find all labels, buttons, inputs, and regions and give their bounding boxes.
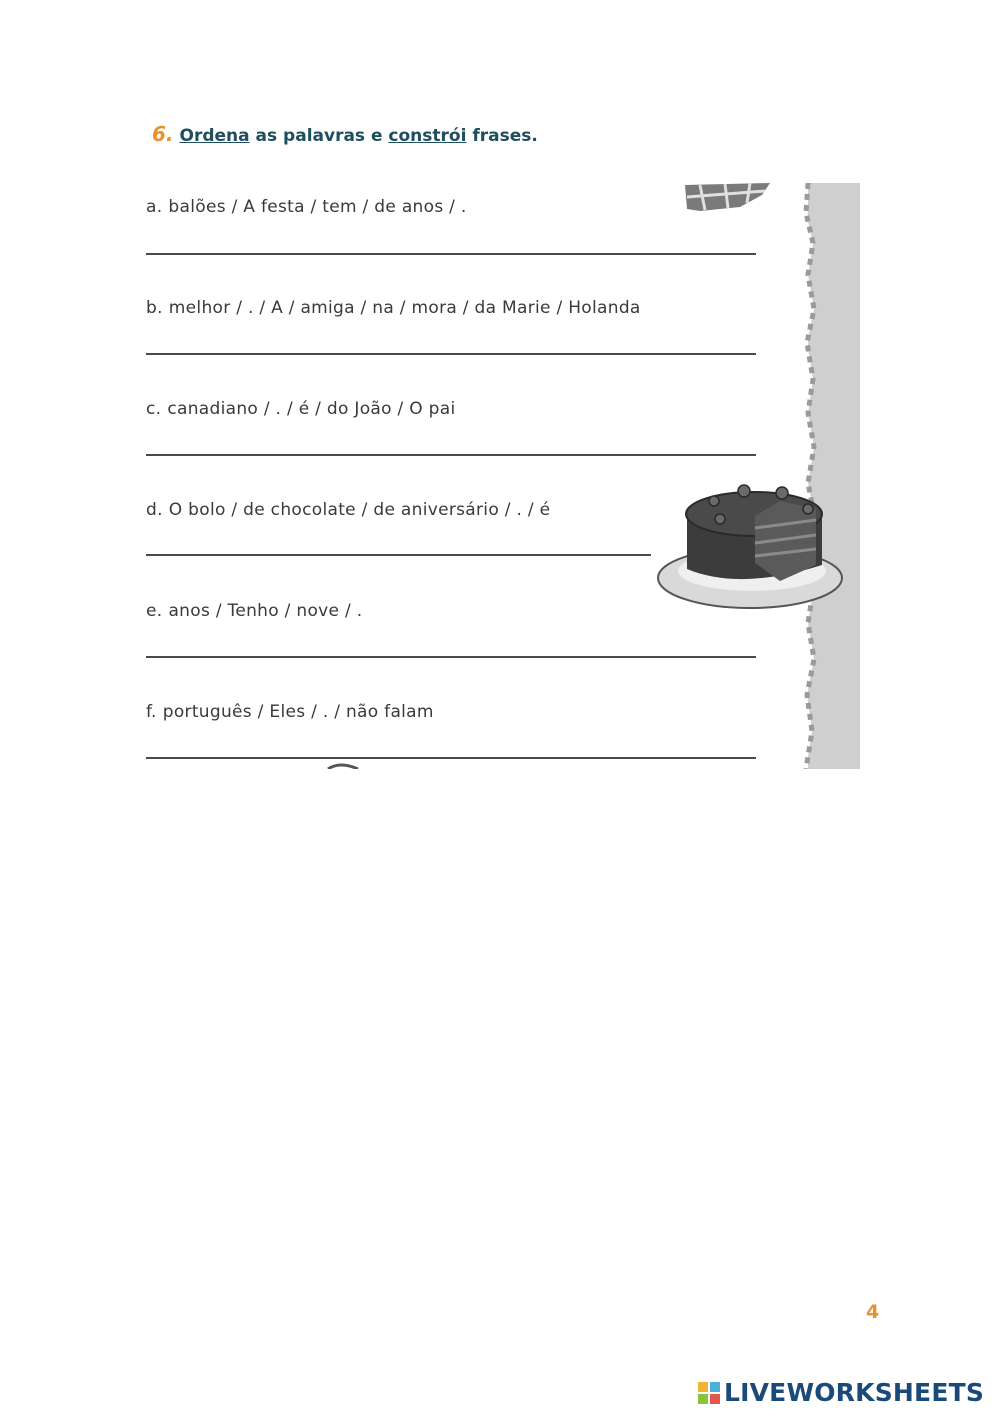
exercise-number: 6.: [152, 122, 174, 146]
answer-line-f[interactable]: [146, 757, 756, 759]
cake-icon: [658, 485, 842, 608]
instruction-text-1: as palavras e: [249, 126, 389, 146]
item-words: balões / A festa / tem / de anos / .: [168, 197, 467, 217]
item-words: canadiano / . / é / do João / O pai: [167, 399, 456, 419]
answer-line-a[interactable]: [146, 253, 756, 255]
gift-box-icon: [685, 183, 770, 211]
instruction-verb-build: constrói: [388, 126, 467, 146]
item-b: [146, 298, 641, 318]
item-words: melhor / . / A / amiga / na / mora / da Marie / Holanda: [168, 298, 641, 318]
item-letter: f.: [146, 702, 157, 722]
item-words: português / Eles / . / não falam: [162, 702, 434, 722]
answer-line-c[interactable]: [146, 454, 756, 456]
answer-line-d[interactable]: [146, 554, 651, 556]
item-d: [146, 500, 550, 520]
item-letter: b.: [146, 298, 163, 318]
item-a: [146, 197, 467, 217]
item-e: [146, 601, 362, 621]
answer-line-e[interactable]: [146, 656, 756, 658]
item-words: anos / Tenho / nove / .: [168, 601, 363, 621]
item-letter: a.: [146, 197, 163, 217]
liveworksheets-wordmark: LIVEWORKSHEETS: [724, 1378, 985, 1407]
answer-line-b[interactable]: [146, 353, 756, 355]
instruction-verb-order: Ordena: [179, 126, 250, 146]
item-words: O bolo / de chocolate / de aniversário / . / é: [168, 500, 551, 520]
liveworksheets-logo[interactable]: [698, 1378, 984, 1407]
page-number: 4: [866, 1301, 880, 1323]
worksheet-illustrations: [140, 183, 860, 769]
item-letter: e.: [146, 601, 163, 621]
item-f: [146, 702, 434, 722]
item-letter: d.: [146, 500, 163, 520]
exercise-heading: [152, 122, 538, 146]
item-c: [146, 399, 455, 419]
item-letter: c.: [146, 399, 162, 419]
worksheet-image: [140, 183, 860, 769]
instruction-text-2: frases.: [466, 126, 538, 146]
liveworksheets-icon: [698, 1382, 720, 1404]
